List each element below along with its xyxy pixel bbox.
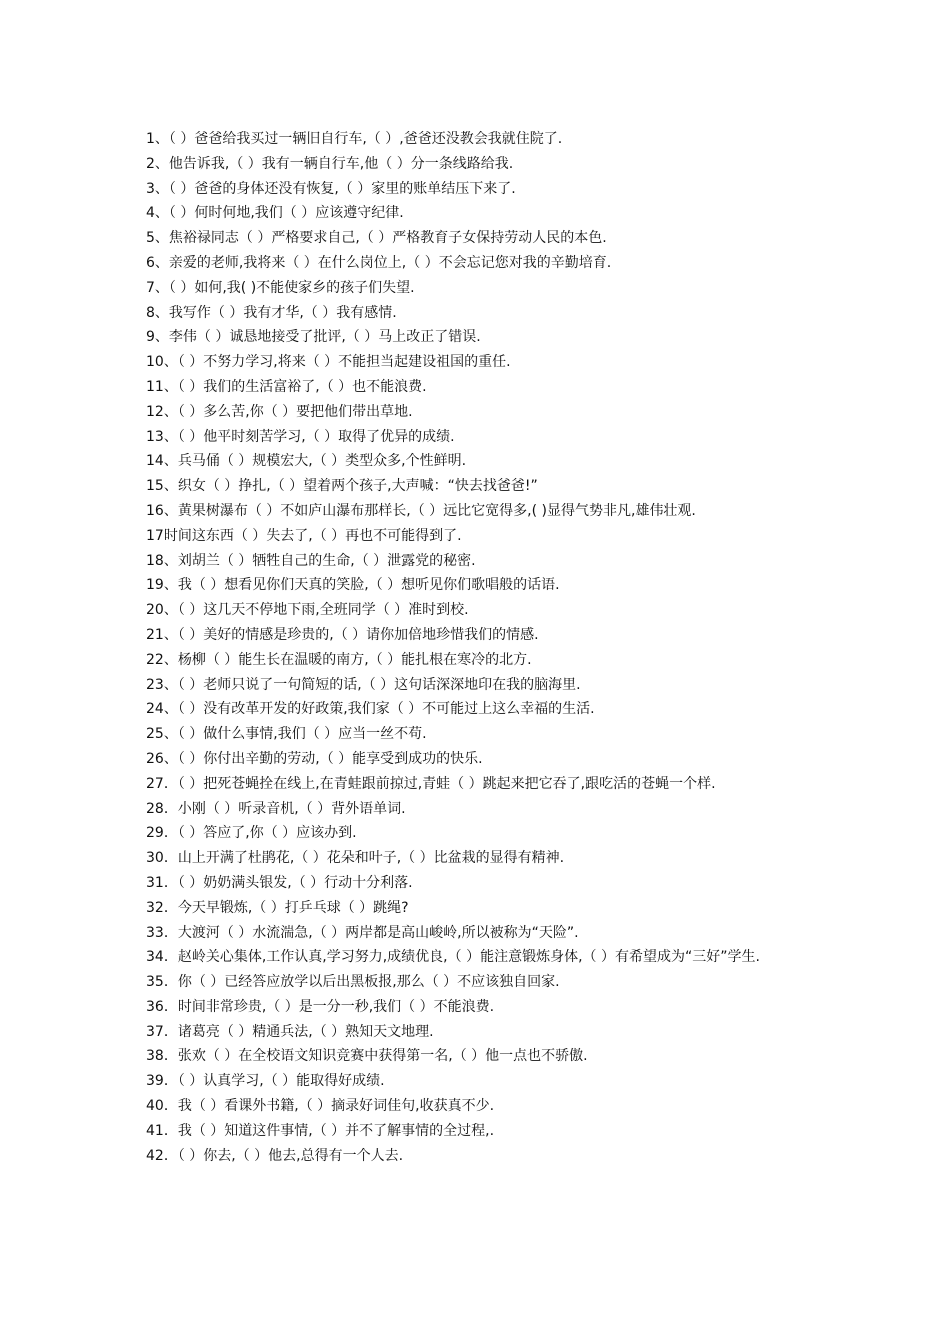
- exercise-line-8: 8、我写作（ ）我有才华,（ ）我有感情.: [146, 304, 397, 321]
- exercise-line-30: 30．山上开满了杜鹃花,（ ）花朵和叶子,（ ）比盆栽的显得有精神.: [146, 850, 565, 867]
- exercise-line-10: 10、（ ）不努力学习,将来（ ）不能担当起建设祖国的重任.: [146, 354, 511, 371]
- exercise-line-29: 29．（ ）答应了,你（ ）应该办到.: [146, 825, 357, 842]
- exercise-line-5: 5、焦裕禄同志（ ）严格要求自己,（ ）严格教育子女保持劳动人民的本色.: [146, 230, 607, 247]
- exercise-line-31: 31．（ ）奶奶满头银发,（ ）行动十分利落.: [146, 874, 413, 891]
- exercise-line-35: 35．你（ ）已经答应放学以后出黑板报,那么（ ）不应该独自回家.: [146, 974, 560, 991]
- exercise-line-34: 34．赵岭关心集体,工作认真,学习努力,成绩优良,（ ）能注意锻炼身体,（ ）有希望成为“三好”学生.: [146, 949, 760, 966]
- exercise-line-11: 11、（ ）我们的生活富裕了,（ ）也不能浪费.: [146, 378, 427, 395]
- exercise-line-12: 12、（ ）多么苦,你（ ）要把他们带出草地.: [146, 403, 413, 420]
- exercise-line-21: 21、（ ）美好的情感是珍贵的,（ ）请你加倍地珍惜我们的情感.: [146, 626, 539, 643]
- exercise-line-40: 40．我（ ）看课外书籍,（ ）摘录好词佳句,收获真不少.: [146, 1098, 495, 1115]
- exercise-line-2: 2、他告诉我,（ ）我有一辆自行车,他（ ）分一条线路给我.: [146, 155, 514, 172]
- exercise-line-22: 22、杨柳（ ）能生长在温暖的南方,（ ）能扎根在寒冷的北方.: [146, 651, 532, 668]
- exercise-line-23: 23、（ ）老师只说了一句简短的话,（ ）这句话深深地印在我的脑海里.: [146, 676, 581, 693]
- exercise-line-26: 26、（ ）你付出辛勤的劳动,（ ）能享受到成功的快乐.: [146, 750, 483, 767]
- exercise-line-16: 16、黄果树瀑布（ ）不如庐山瀑布那样长,（ ）远比它宽得多,( )显得气势非凡,雄伟壮观.: [146, 502, 696, 519]
- exercise-line-9: 9、李伟（ ）诚恳地接受了批评,（ ）马上改正了错误.: [146, 329, 481, 346]
- exercise-line-18: 18、刘胡兰（ ）牺牲自己的生命,（ ）泄露党的秘密.: [146, 552, 476, 569]
- exercise-line-15: 15、织女（ ）挣扎,（ ）望着两个孩子,大声喊：“快去找爸爸!”: [146, 478, 538, 495]
- exercise-line-19: 19、我（ ）想看见你们天真的笑脸,（ ）想听见你们歌唱般的话语.: [146, 577, 560, 594]
- exercise-line-36: 36．时间非常珍贵,（ ）是一分一秒,我们（ ）不能浪费.: [146, 998, 495, 1015]
- exercise-line-28: 28．小刚（ ）听录音机,（ ）背外语单词.: [146, 800, 406, 817]
- exercise-line-14: 14、兵马俑（ ）规模宏大,（ ）类型众多,个性鲜明.: [146, 453, 467, 470]
- exercise-line-6: 6、亲爱的老师,我将来（ ）在什么岗位上,（ ）不会忘记您对我的辛勤培育.: [146, 254, 612, 271]
- exercise-line-32: 32．今天早锻炼,（ ）打乒乓球（ ）跳绳?: [146, 899, 409, 916]
- exercise-line-20: 20、（ ）这几天不停地下雨,全班同学（ ）准时到校.: [146, 602, 469, 619]
- exercise-line-17: 17时间这东西（ ）失去了,（ ）再也不可能得到了.: [146, 527, 462, 544]
- exercise-line-42: 42．（ ）你去,（ ）他去,总得有一个人去.: [146, 1147, 404, 1164]
- exercise-line-39: 39．（ ）认真学习,（ ）能取得好成绩.: [146, 1073, 385, 1090]
- exercise-line-33: 33．大渡河（ ）水流湍急,（ ）两岸都是高山峻岭,所以被称为“天险”.: [146, 924, 579, 941]
- exercise-line-25: 25、（ ）做什么事情,我们（ ）应当一丝不苟.: [146, 726, 427, 743]
- exercise-list: [146, 127, 814, 1168]
- exercise-line-1: 1、（ ）爸爸给我买过一辆旧自行车,（ ）,爸爸还没教会我就住院了.: [146, 131, 563, 147]
- exercise-line-37: 37．诸葛亮（ ）精通兵法,（ ）熟知天文地理.: [146, 1023, 434, 1040]
- exercise-line-41: 41．我（ ）知道这件事情,（ ）并不了解事情的全过程,.: [146, 1122, 495, 1139]
- exercise-line-24: 24、（ ）没有改革开发的好政策,我们家（ ）不可能过上这么幸福的生活.: [146, 701, 595, 718]
- exercise-line-13: 13、（ ）他平时刻苦学习,（ ）取得了优异的成绩.: [146, 428, 455, 445]
- exercise-line-7: 7、（ ）如何,我( )不能使家乡的孩子们失望.: [146, 279, 415, 296]
- exercise-line-3: 3、（ ）爸爸的身体还没有恢复,（ ）家里的账单结压下来了.: [146, 180, 516, 197]
- exercise-line-4: 4、（ ）何时何地,我们（ ）应该遵守纪律.: [146, 205, 404, 222]
- exercise-line-27: 27．（ ）把死苍蝇拴在线上,在青蛙跟前掠过,青蛙（ ）跳起来把它吞了,跟吃活的苍蝇一个样.: [146, 775, 716, 792]
- exercise-line-38: 38．张欢（ ）在全校语文知识竞赛中获得第一名,（ ）他一点也不骄傲.: [146, 1048, 588, 1065]
